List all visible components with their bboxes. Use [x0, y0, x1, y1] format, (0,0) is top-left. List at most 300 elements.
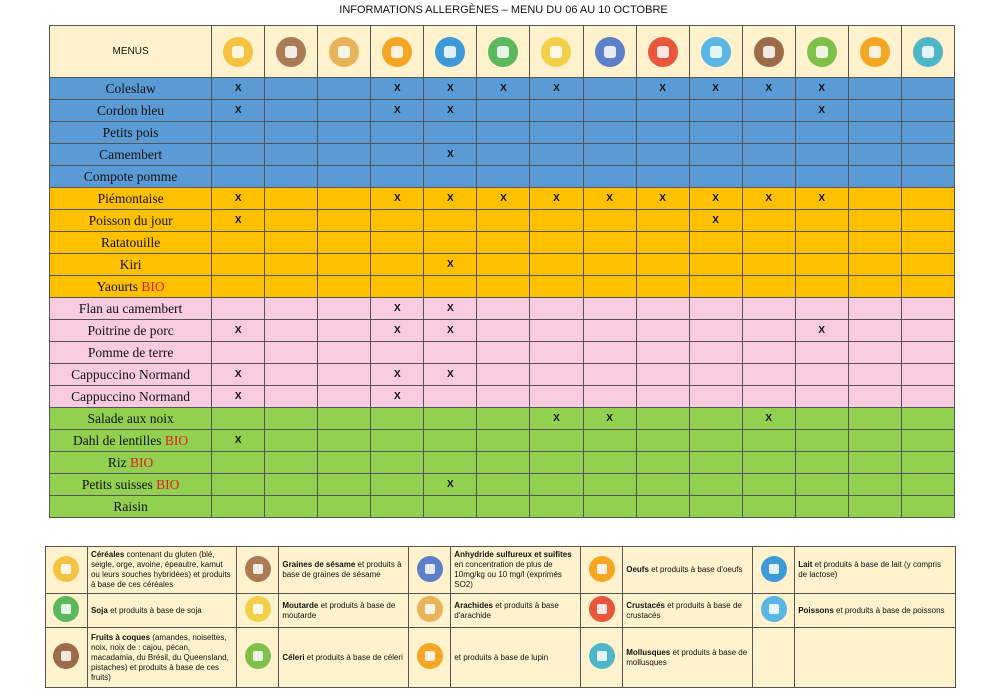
allergen-cell-poissons — [689, 496, 742, 518]
allergen-cell-celeri — [795, 298, 848, 320]
dish-name — [50, 188, 212, 210]
allergen-cell-poissons — [689, 342, 742, 364]
allergen-cell-mollusques — [901, 408, 954, 430]
legend-icon-cell — [409, 547, 451, 594]
allergen-cell-moutarde — [530, 144, 583, 166]
allergen-cell-oeufs: X — [371, 78, 424, 100]
allergen-cell-arachides — [318, 78, 371, 100]
allergen-cell-mollusques — [901, 430, 954, 452]
allergen-cell-celeri — [795, 474, 848, 496]
allergen-cell-lait — [424, 276, 477, 298]
milk-bottle-icon — [435, 37, 465, 67]
allergen-cell-mollusques — [901, 298, 954, 320]
allergen-cell-gluten — [212, 254, 265, 276]
allergen-cell-lait: X — [424, 144, 477, 166]
allergen-cell-sulfites — [583, 474, 636, 496]
allergen-cell-crustaces — [636, 122, 689, 144]
legend-description: et produits à base de crustacés — [626, 600, 742, 620]
allergen-cell-sesame — [265, 298, 318, 320]
allergen-cell-oeufs — [371, 254, 424, 276]
dish-label: Compote pomme — [83, 168, 178, 184]
allergen-cell-fruits-a-coques — [742, 276, 795, 298]
allergen-cell-oeufs — [371, 342, 424, 364]
table-row — [50, 364, 955, 386]
dish-label: Salade aux noix — [87, 410, 174, 426]
allergen-cell-fruits-a-coques — [742, 144, 795, 166]
allergen-cell-moutarde — [530, 496, 583, 518]
dish-name — [50, 364, 212, 386]
allergen-cell-poissons: X — [689, 210, 742, 232]
allergen-cell-oeufs: X — [371, 188, 424, 210]
legend-row — [46, 628, 956, 688]
allergen-cell-crustaces — [636, 232, 689, 254]
dish-label: Cappuccino Normand — [71, 366, 190, 382]
allergen-cell-gluten — [212, 342, 265, 364]
sesame-seeds-icon — [245, 556, 271, 582]
allergen-header-sulfites — [583, 26, 636, 78]
allergen-cell-crustaces — [636, 408, 689, 430]
allergen-cell-lait: X — [424, 78, 477, 100]
allergen-cell-lupin — [848, 452, 901, 474]
legend-text — [279, 547, 409, 594]
allergen-cell-lait: X — [424, 364, 477, 386]
allergen-cell-oeufs: X — [371, 386, 424, 408]
legend-text — [451, 547, 581, 594]
allergen-cell-poissons — [689, 166, 742, 188]
allergen-cell-lupin — [848, 210, 901, 232]
dish-name — [50, 276, 212, 298]
allergen-cell-arachides — [318, 298, 371, 320]
dish-name — [50, 166, 212, 188]
allergen-cell-poissons — [689, 100, 742, 122]
dish-label: Pomme de terre — [87, 344, 174, 360]
allergen-header-poissons — [689, 26, 742, 78]
allergen-cell-fruits-a-coques — [742, 430, 795, 452]
legend-text — [795, 628, 956, 688]
allergen-cell-gluten — [212, 276, 265, 298]
allergen-cell-sulfites — [583, 320, 636, 342]
allergen-cell-arachides — [318, 452, 371, 474]
allergen-cell-arachides — [318, 408, 371, 430]
allergen-cell-celeri — [795, 254, 848, 276]
allergen-header-lupin — [848, 26, 901, 78]
legend-description: et produits à base d'arachide — [454, 600, 559, 620]
allergen-cell-celeri — [795, 408, 848, 430]
dish-name — [50, 430, 212, 452]
allergen-cell-fruits-a-coques — [742, 342, 795, 364]
allergen-cell-crustaces — [636, 452, 689, 474]
allergen-header-gluten — [212, 26, 265, 78]
table-row — [50, 408, 955, 430]
legend-icon-cell — [753, 547, 795, 594]
allergen-cell-soja — [477, 298, 530, 320]
legend-description: en concentration de plus de 10mg/kg ou 10 mg/l (exprimés SO2) — [454, 560, 562, 589]
legend-icon-cell — [753, 628, 795, 688]
sesame-seeds-icon — [276, 37, 306, 67]
allergen-cell-sesame — [265, 496, 318, 518]
allergen-cell-sesame — [265, 100, 318, 122]
allergen-cell-soja — [477, 430, 530, 452]
dish-label: Petits pois — [102, 124, 159, 140]
allergen-header-celeri — [795, 26, 848, 78]
soy-icon — [488, 37, 518, 67]
allergen-cell-poissons — [689, 320, 742, 342]
allergen-header-sesame — [265, 26, 318, 78]
allergen-cell-mollusques — [901, 342, 954, 364]
shell-icon — [913, 37, 943, 67]
allergen-cell-celeri — [795, 232, 848, 254]
egg-icon — [382, 37, 412, 67]
celery-icon — [807, 37, 837, 67]
allergen-cell-sesame — [265, 276, 318, 298]
allergen-cell-lait: X — [424, 320, 477, 342]
celery-icon — [245, 643, 271, 669]
allergen-cell-arachides — [318, 166, 371, 188]
allergen-cell-gluten: X — [212, 188, 265, 210]
allergen-cell-soja — [477, 364, 530, 386]
allergen-cell-poissons — [689, 298, 742, 320]
bio-label: BIO — [156, 476, 180, 492]
dish-label: Yaourts — [96, 278, 138, 294]
allergen-cell-mollusques — [901, 276, 954, 298]
fish-icon — [701, 37, 731, 67]
table-row — [50, 254, 955, 276]
allergen-cell-crustaces — [636, 210, 689, 232]
dish-label: Flan au camembert — [78, 300, 183, 316]
allergen-cell-soja — [477, 144, 530, 166]
legend-text — [451, 628, 581, 688]
allergen-cell-sesame — [265, 232, 318, 254]
dish-name — [50, 210, 212, 232]
allergen-table — [49, 25, 955, 518]
table-row — [50, 496, 955, 518]
allergen-header-arachides — [318, 26, 371, 78]
legend-icon-cell — [753, 594, 795, 628]
bio-label: BIO — [141, 278, 165, 294]
allergen-cell-moutarde — [530, 276, 583, 298]
legend-text — [623, 547, 753, 594]
allergen-cell-arachides — [318, 144, 371, 166]
allergen-cell-sesame — [265, 364, 318, 386]
allergen-cell-soja: X — [477, 78, 530, 100]
allergen-cell-fruits-a-coques — [742, 254, 795, 276]
allergen-cell-poissons — [689, 430, 742, 452]
allergen-cell-lait — [424, 386, 477, 408]
allergen-cell-oeufs — [371, 232, 424, 254]
allergen-cell-lupin — [848, 188, 901, 210]
allergen-cell-arachides — [318, 386, 371, 408]
dish-name — [50, 254, 212, 276]
allergen-cell-fruits-a-coques — [742, 496, 795, 518]
dish-name — [50, 342, 212, 364]
allergen-cell-sesame — [265, 210, 318, 232]
allergen-cell-crustaces — [636, 320, 689, 342]
allergen-cell-poissons — [689, 386, 742, 408]
legend-allergen-name: Soja — [90, 605, 108, 615]
allergen-cell-oeufs — [371, 496, 424, 518]
dish-label: Coleslaw — [105, 80, 156, 96]
legend-text — [623, 628, 753, 688]
dish-name — [50, 320, 212, 342]
allergen-cell-sulfites — [583, 254, 636, 276]
allergen-cell-fruits-a-coques — [742, 100, 795, 122]
allergen-cell-oeufs: X — [371, 320, 424, 342]
allergen-cell-fruits-a-coques — [742, 298, 795, 320]
dish-name — [50, 496, 212, 518]
allergen-cell-lait: X — [424, 254, 477, 276]
legend-text — [279, 594, 409, 628]
legend-description: et produits à base de graines de sésame — [282, 560, 402, 579]
allergen-cell-celeri: X — [795, 100, 848, 122]
allergen-cell-oeufs — [371, 430, 424, 452]
table-row — [50, 210, 955, 232]
dish-label: Poitrine de porc — [87, 322, 174, 338]
table-row — [50, 430, 955, 452]
legend-row — [46, 594, 956, 628]
allergen-cell-fruits-a-coques: X — [742, 78, 795, 100]
allergen-cell-sulfites — [583, 342, 636, 364]
allergen-cell-crustaces — [636, 254, 689, 276]
allergen-cell-mollusques — [901, 320, 954, 342]
allergen-cell-lait — [424, 166, 477, 188]
peanut-icon — [417, 596, 443, 622]
allergen-cell-lait — [424, 342, 477, 364]
allergen-cell-fruits-a-coques: X — [742, 188, 795, 210]
allergen-cell-lupin — [848, 474, 901, 496]
legend-allergen-name: Anhydride sulfureux et suifites — [454, 550, 572, 559]
milk-bottle-icon — [761, 556, 787, 582]
allergen-cell-moutarde — [530, 364, 583, 386]
legend-allergen-name: Arachides — [454, 600, 493, 610]
allergen-cell-oeufs — [371, 210, 424, 232]
allergen-cell-sesame — [265, 386, 318, 408]
allergen-cell-moutarde — [530, 342, 583, 364]
allergen-cell-poissons: X — [689, 188, 742, 210]
allergen-cell-lupin — [848, 496, 901, 518]
allergen-cell-sulfites — [583, 364, 636, 386]
allergen-cell-arachides — [318, 122, 371, 144]
allergen-cell-soja — [477, 452, 530, 474]
allergen-cell-sesame — [265, 254, 318, 276]
table-row — [50, 166, 955, 188]
allergen-cell-gluten — [212, 166, 265, 188]
allergen-cell-celeri — [795, 496, 848, 518]
allergen-cell-oeufs — [371, 452, 424, 474]
allergen-cell-soja — [477, 408, 530, 430]
legend-allergen-name: Céréales — [90, 550, 125, 559]
allergen-cell-oeufs — [371, 144, 424, 166]
allergen-cell-celeri — [795, 430, 848, 452]
egg-icon — [589, 556, 615, 582]
allergen-cell-moutarde — [530, 298, 583, 320]
wheat-icon — [223, 37, 253, 67]
table-row — [50, 188, 955, 210]
allergen-cell-sulfites — [583, 122, 636, 144]
allergen-cell-fruits-a-coques — [742, 232, 795, 254]
allergen-cell-lait: X — [424, 100, 477, 122]
allergen-cell-gluten: X — [212, 210, 265, 232]
allergen-cell-sesame — [265, 78, 318, 100]
legend-text — [795, 594, 956, 628]
allergen-header-soja — [477, 26, 530, 78]
table-row — [50, 298, 955, 320]
allergen-cell-crustaces — [636, 166, 689, 188]
allergen-cell-poissons — [689, 122, 742, 144]
legend-description: et produits à base de mollusques — [626, 647, 748, 667]
allergen-cell-celeri — [795, 386, 848, 408]
allergen-cell-oeufs — [371, 122, 424, 144]
fish-icon — [761, 596, 787, 622]
allergen-cell-arachides — [318, 210, 371, 232]
flask-icon — [595, 37, 625, 67]
allergen-cell-mollusques — [901, 254, 954, 276]
dish-name — [50, 100, 212, 122]
legend-allergen-name: Lait — [798, 560, 813, 569]
allergen-cell-arachides — [318, 100, 371, 122]
allergen-cell-poissons: X — [689, 78, 742, 100]
legend-icon-cell — [46, 547, 88, 594]
legend-text — [87, 594, 236, 628]
allergen-cell-celeri — [795, 210, 848, 232]
allergen-cell-oeufs — [371, 166, 424, 188]
allergen-header-mollusques — [901, 26, 954, 78]
allergen-cell-gluten — [212, 496, 265, 518]
allergen-cell-mollusques — [901, 78, 954, 100]
allergen-cell-sesame — [265, 408, 318, 430]
allergen-cell-gluten: X — [212, 78, 265, 100]
allergen-cell-lupin — [848, 254, 901, 276]
allergen-cell-fruits-a-coques: X — [742, 408, 795, 430]
allergen-cell-soja — [477, 100, 530, 122]
allergen-cell-lait: X — [424, 474, 477, 496]
dish-label: Cappuccino Normand — [71, 388, 190, 404]
allergen-cell-poissons — [689, 452, 742, 474]
legend-description: et produits à base de lait (y compris de lactose) — [798, 560, 941, 579]
allergen-cell-soja — [477, 474, 530, 496]
allergen-cell-gluten — [212, 298, 265, 320]
allergen-cell-crustaces — [636, 364, 689, 386]
walnut-icon — [754, 37, 784, 67]
legend-icon-cell — [237, 547, 279, 594]
allergen-cell-gluten: X — [212, 386, 265, 408]
soy-icon — [53, 596, 79, 622]
allergen-cell-soja — [477, 386, 530, 408]
legend-allergen-name: Poissons — [798, 605, 834, 615]
allergen-cell-lupin — [848, 78, 901, 100]
allergen-cell-sesame — [265, 122, 318, 144]
allergen-cell-sesame — [265, 320, 318, 342]
allergen-cell-mollusques — [901, 100, 954, 122]
allergen-cell-celeri — [795, 364, 848, 386]
header-row — [50, 26, 955, 78]
allergen-cell-gluten — [212, 232, 265, 254]
allergen-cell-moutarde: X — [530, 78, 583, 100]
allergen-cell-celeri — [795, 166, 848, 188]
allergen-header-lait — [424, 26, 477, 78]
allergen-cell-fruits-a-coques — [742, 210, 795, 232]
allergen-cell-crustaces — [636, 474, 689, 496]
allergen-cell-sulfites — [583, 100, 636, 122]
legend-icon-cell — [581, 628, 623, 688]
allergen-cell-crustaces — [636, 276, 689, 298]
allergen-cell-lupin — [848, 386, 901, 408]
allergen-cell-lait — [424, 408, 477, 430]
dish-name — [50, 122, 212, 144]
table-row — [50, 78, 955, 100]
legend-description: et produits à base de poissons — [833, 605, 945, 615]
allergen-cell-lupin — [848, 276, 901, 298]
bio-label: BIO — [164, 432, 189, 448]
allergen-cell-mollusques — [901, 188, 954, 210]
allergen-cell-lait: X — [424, 188, 477, 210]
bio-label: BIO — [130, 454, 154, 470]
flask-icon — [417, 556, 443, 582]
allergen-cell-lait: X — [424, 298, 477, 320]
table-row — [50, 276, 955, 298]
allergen-cell-soja — [477, 232, 530, 254]
allergen-cell-soja — [477, 122, 530, 144]
allergen-cell-celeri — [795, 276, 848, 298]
legend-text — [451, 594, 581, 628]
dish-label: Ratatouille — [100, 234, 161, 250]
allergen-cell-sulfites — [583, 276, 636, 298]
legend-icon-cell — [46, 594, 88, 628]
allergen-cell-soja: X — [477, 188, 530, 210]
allergen-cell-gluten — [212, 122, 265, 144]
legend-allergen-name: Fruits à coques — [90, 632, 151, 642]
crab-icon — [648, 37, 678, 67]
dish-label: Piémontaise — [97, 190, 164, 206]
walnut-icon — [53, 643, 79, 669]
allergen-cell-poissons — [689, 364, 742, 386]
allergen-cell-moutarde: X — [530, 408, 583, 430]
allergen-header-oeufs — [371, 26, 424, 78]
allergen-cell-fruits-a-coques — [742, 122, 795, 144]
table-row — [50, 320, 955, 342]
allergen-cell-celeri — [795, 342, 848, 364]
allergen-cell-moutarde — [530, 386, 583, 408]
allergen-cell-fruits-a-coques — [742, 166, 795, 188]
allergen-cell-crustaces — [636, 100, 689, 122]
allergen-cell-sesame — [265, 430, 318, 452]
allergen-cell-gluten: X — [212, 430, 265, 452]
allergen-cell-sulfites — [583, 144, 636, 166]
legend-text — [279, 628, 409, 688]
allergen-cell-soja — [477, 254, 530, 276]
allergen-cell-soja — [477, 276, 530, 298]
allergen-cell-celeri — [795, 452, 848, 474]
allergen-cell-lait — [424, 430, 477, 452]
allergen-legend — [45, 546, 956, 688]
allergen-cell-soja — [477, 320, 530, 342]
legend-icon-cell — [409, 594, 451, 628]
allergen-cell-sesame — [265, 474, 318, 496]
allergen-header-fruits-a-coques — [742, 26, 795, 78]
allergen-cell-lupin — [848, 430, 901, 452]
menus-header: MENUS — [50, 26, 212, 78]
allergen-cell-sulfites: X — [583, 408, 636, 430]
allergen-cell-arachides — [318, 254, 371, 276]
allergen-cell-lupin — [848, 364, 901, 386]
allergen-cell-moutarde — [530, 254, 583, 276]
allergen-cell-lait — [424, 210, 477, 232]
allergen-cell-lupin — [848, 232, 901, 254]
table-row — [50, 474, 955, 496]
allergen-cell-gluten — [212, 452, 265, 474]
dish-name — [50, 452, 212, 474]
allergen-cell-arachides — [318, 364, 371, 386]
allergen-cell-lait — [424, 496, 477, 518]
